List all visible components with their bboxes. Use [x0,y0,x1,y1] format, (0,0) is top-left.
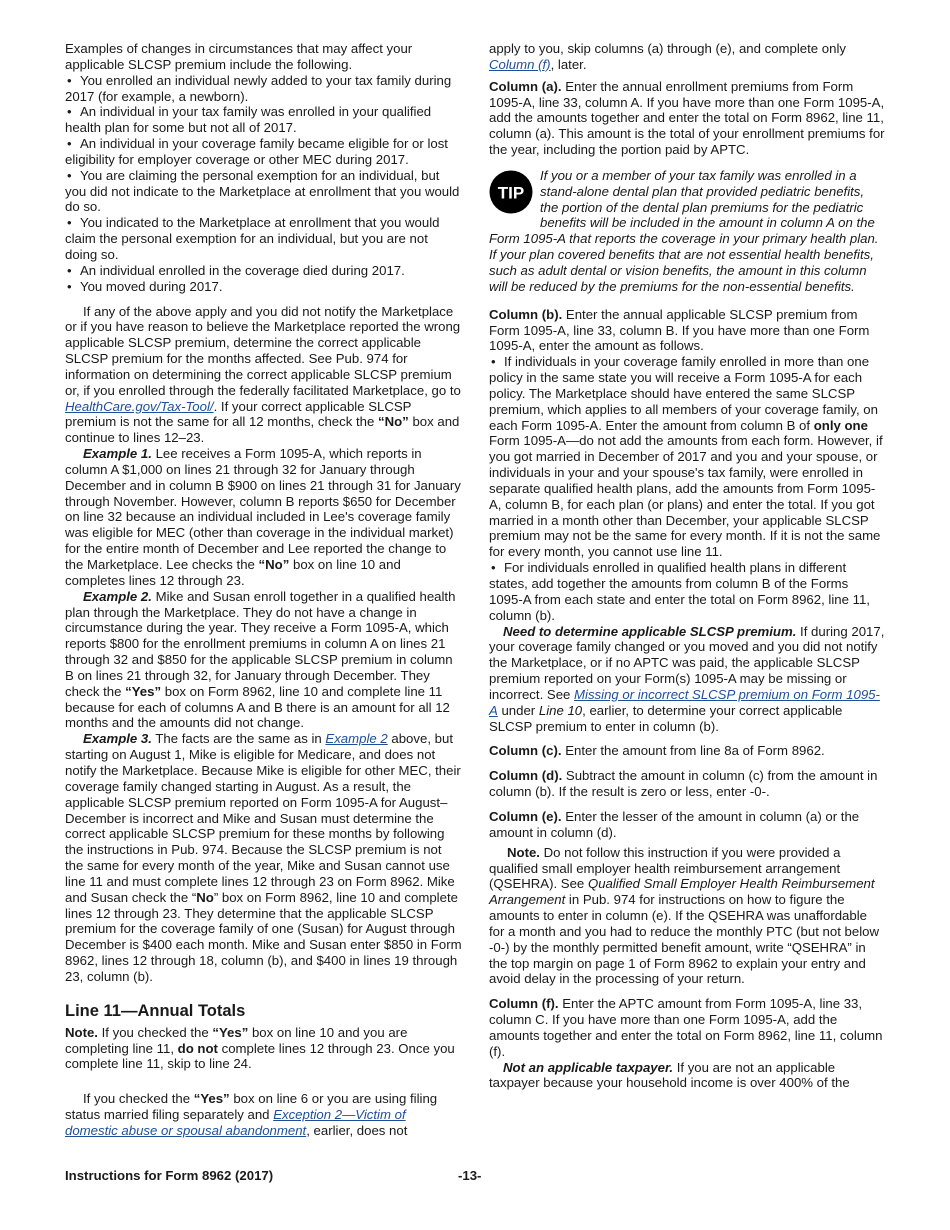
column-d-label: Column (d). [489,768,563,784]
changes-list [65,73,462,295]
qsehra-note: Note. Do not follow this instruction if you were provided a qualified small employer health reimbursement arrangement (QSEHRA). See Qualified Small Employer Health Reimbursement Arrangement in Pub. 974 for instructions on how to figure the amounts to enter in column (e). If the QSEHRA was unaffordable for a month and you had to reduce the monthly PTC (but not below -0-) by the monthly permitted benefit amount, write “QSEHRA” in the top margin on page 1 of Form 8962 to explain your entry and avoid delay in the processing of your return. [489,844,879,987]
example-2-label: Example 2. [83,588,152,604]
example-2-link[interactable]: Example 2 [325,731,388,747]
right-column [489,41,885,1091]
list-item: • An individual in your tax family was enrolled in your qualified health plan for some but not all of 2017. [65,104,462,136]
column-c-paragraph: Column (c). Enter the amount from line 8a of Form 8962. [489,743,825,759]
column-f-link[interactable]: Column (f) [489,56,551,72]
tip-icon [489,170,533,214]
column-a-label: Column (a). [489,78,562,94]
list-item: • An individual enrolled in the coverage died during 2017. [65,263,462,279]
example-2: Example 2. Mike and Susan enroll together in a qualified health plan through the Marketplace. They do not have a change in circumstance during the year. They receive a Form 1095-A, which reports $800 for the enrollment premiums in column A on lines 21 through 32 and $850 for the applicable SLCSP premium in column B on lines 21 through 32, for January through December. They check the “Yes” box on Form 8962, line 10 and complete line 11 because for each of columns A and B there is an amount for all 12 months and the amounts did not change. [65,588,456,731]
example-1: Example 1. Lee receives a Form 1095-A, which reports in column A $1,000 on lines 21 through 32 for January through December and in column B $900 on lines 21 through 31 for January through November. However, column B reports $650 for December on line 32 because an individual included in Lee's coverage family was eligible for MEC (other than coverage in the individual market) for the entire month of December and Lee reported the change to the Marketplace. Lee checks the “No” box on line 10 and completes lines 12 through 23. [65,446,461,588]
column-a-paragraph: Column (a). Enter the annual enrollment premiums from Form 1095-A, line 33, column A. If you have more than one Form 1095-A, add the amounts together and enter the total on Form 8962, line 11, column (a). This amount is the total of your enrollment premiums for the year, including the portion paid by APTC. [489,78,885,158]
not-applicable-taxpayer-paragraph: Not an applicable taxpayer. If you are not an applicable taxpayer because your household income is over 400% of the [489,1059,850,1091]
column-e-label: Column (e). [489,808,562,824]
tip-text: If you or a member of your tax family was enrolled in a stand-alone dental plan that provided pediatric benefits, the portion of the dental plan premiums for the pediatric benefits will be included in the amount in column A on the Form 1095-A that reports the coverage in your primary health plan. If your plan covered benefits that are not essential health benefits, such as adult dental or vision benefits, the amount in this column will be reduced by the premiums for the non-essential benefits. [489,167,879,294]
filing-status-paragraph: If you checked the “Yes” box on line 6 or you are using filing status married filing separately and Exception 2—Victim of domestic abuse or spousal abandonment, earlier, does not [65,1091,438,1138]
healthcare-tax-tool-link[interactable]: HealthCare.gov/Tax-Tool/ [65,398,214,414]
exception-2-link[interactable]: Exception 2—Victim of domestic abuse or spousal abandonment [65,1107,406,1138]
column-c-label: Column (c). [489,743,562,759]
section-heading: Line 11—Annual Totals [65,1001,246,1020]
list-item: • For individuals enrolled in qualified health plans in different states, add together the amounts from column B of the Forms 1095-A from each state and enter the total on Form 8962, line 11, column (b). [489,560,885,623]
tip-box [489,168,885,295]
example-3-label: Example 3. [83,731,152,747]
notify-paragraph: If any of the above apply and you did not notify the Marketplace or if you have reason to believe the Marketplace reported the wrong applicable SLCSP premium, determine the correct applicable SLCSP premium for the months affected. See Pub. 974 for information on determining the correct applicable SLCSP premium or, if you enrolled through the federally facilitated Marketplace, go to HealthCare.gov/Tax-Tool/. If your correct applicable SLCSP premium is not the same for all 12 months, check the “No” box and continue to lines 12–23. [65,303,461,446]
missing-slcsp-link[interactable]: Missing or incorrect SLCSP premium on Form 1095-A [489,686,880,718]
column-d-paragraph: Column (d). Subtract the amount in column (c) from the amount in column (b). If the result is zero or less, enter -0-. [489,768,878,800]
list-item: • If individuals in your coverage family enrolled in more than one policy in the same state you will receive a Form 1095-A for each policy. The Marketplace should have entered the same SLCSP premium, which applies to all members of your coverage family, on each Form 1095-A. Enter the amount from column B of only one Form 1095-A—do not add the amounts from each form. However, if you got married in December of 2017 and you and your spouse, or individuals in your and your spouse's tax family, were enrolled in separate qualified health plans, add the amounts from Form 1095-A, column B, for each plan (or plans) and enter the total. If you got married in a month other than December, your applicable SLCSP premium may not be the same for every month. If it is not the same for every month, you cannot use line 11. [489,354,885,560]
column-f-paragraph: Column (f). Enter the APTC amount from Form 1095-A, line 33, column C. If you have more than one Form 1095-A, add the amounts together and enter the total on Form 8962, line 11, column (f). [489,996,883,1059]
column-b-paragraph: Column (b). Enter the annual applicable SLCSP premium from Form 1095-A, line 33, column B. If you have more than one Form 1095-A, enter the amount as follows. [489,306,870,354]
column-f-label: Column (f). [489,996,559,1012]
list-item: • You enrolled an individual newly added to your tax family during 2017 (for example, a newborn). [65,73,462,105]
tip-label: TIP [497,183,525,203]
footer-title: Instructions for Form 8962 (2017) [65,1168,274,1183]
list-item: • An individual in your coverage family became eligible for or lost eligibility for employer coverage or other MEC during 2017. [65,136,462,168]
continued-paragraph: apply to you, skip columns (a) through (e), and complete only Column (f), later. [489,41,846,72]
need-to-determine-paragraph: Need to determine applicable SLCSP premium. If during 2017, your coverage family changed or you moved and you did not notify the Marketplace, or if no APTC was paid, the applicable SLCSP premium reported on your Form(s) 1095-A may be missing or incorrect. See Missing or incorrect SLCSP premium on Form 1095-A under Line 10, earlier, to determine your correct applicable SLCSP premium to enter in column (b). [489,623,885,734]
column-b-label: Column (b). [489,306,563,322]
list-item: • You moved during 2017. [65,279,462,295]
page-number: -13- [458,1168,482,1183]
list-item: • You are claiming the personal exemption for an individual, but you did not indicate to the Marketplace at enrollment that you would do so. [65,168,462,216]
changes-intro: Examples of changes in circumstances that may affect your applicable SLCSP premium include the following. [65,41,413,72]
example-1-label: Example 1. [83,446,152,462]
column-e-paragraph: Column (e). Enter the lesser of the amount in column (a) or the amount in column (d). [489,808,860,840]
left-column [65,41,462,1139]
line11-note: Note. If you checked the “Yes” box on line 10 and you are completing line 11, do not complete lines 12 through 23. Once you complete line 11, skip to line 24. [65,1024,455,1072]
example-3: Example 3. The facts are the same as in Example 2 above, but starting on August 1, Mike is eligible for Medicare, and does not notify the Marketplace. Because Mike is eligible for other MEC, their coverage family changed starting in August. As a result, the applicable SLCSP premium reported on Form 1095-A for August–December is incorrect and Mike and Susan must determine the correct applicable SLCSP premium for these months by following the instructions in Pub. 974. Because the SLCSP premium is not the same for every month of the year, Mike and Susan cannot use line 11 and must complete lines 12 through 23 on Form 8962. Mike and Susan check the “No” box on Form 8962, line 10 and complete lines 12 through 23. They determine that the applicable SLCSP premium for the coverage family of one (Susan) for August through December is $400 each month. Mike and Susan enter $850 in Form 8962, lines 12 through 18, column (b), and $400 in lines 19 through 23, column (b). [65,731,462,984]
list-item: • You indicated to the Marketplace at enrollment that you would claim the personal exemption for an individual, but you are not doing so. [65,215,462,263]
